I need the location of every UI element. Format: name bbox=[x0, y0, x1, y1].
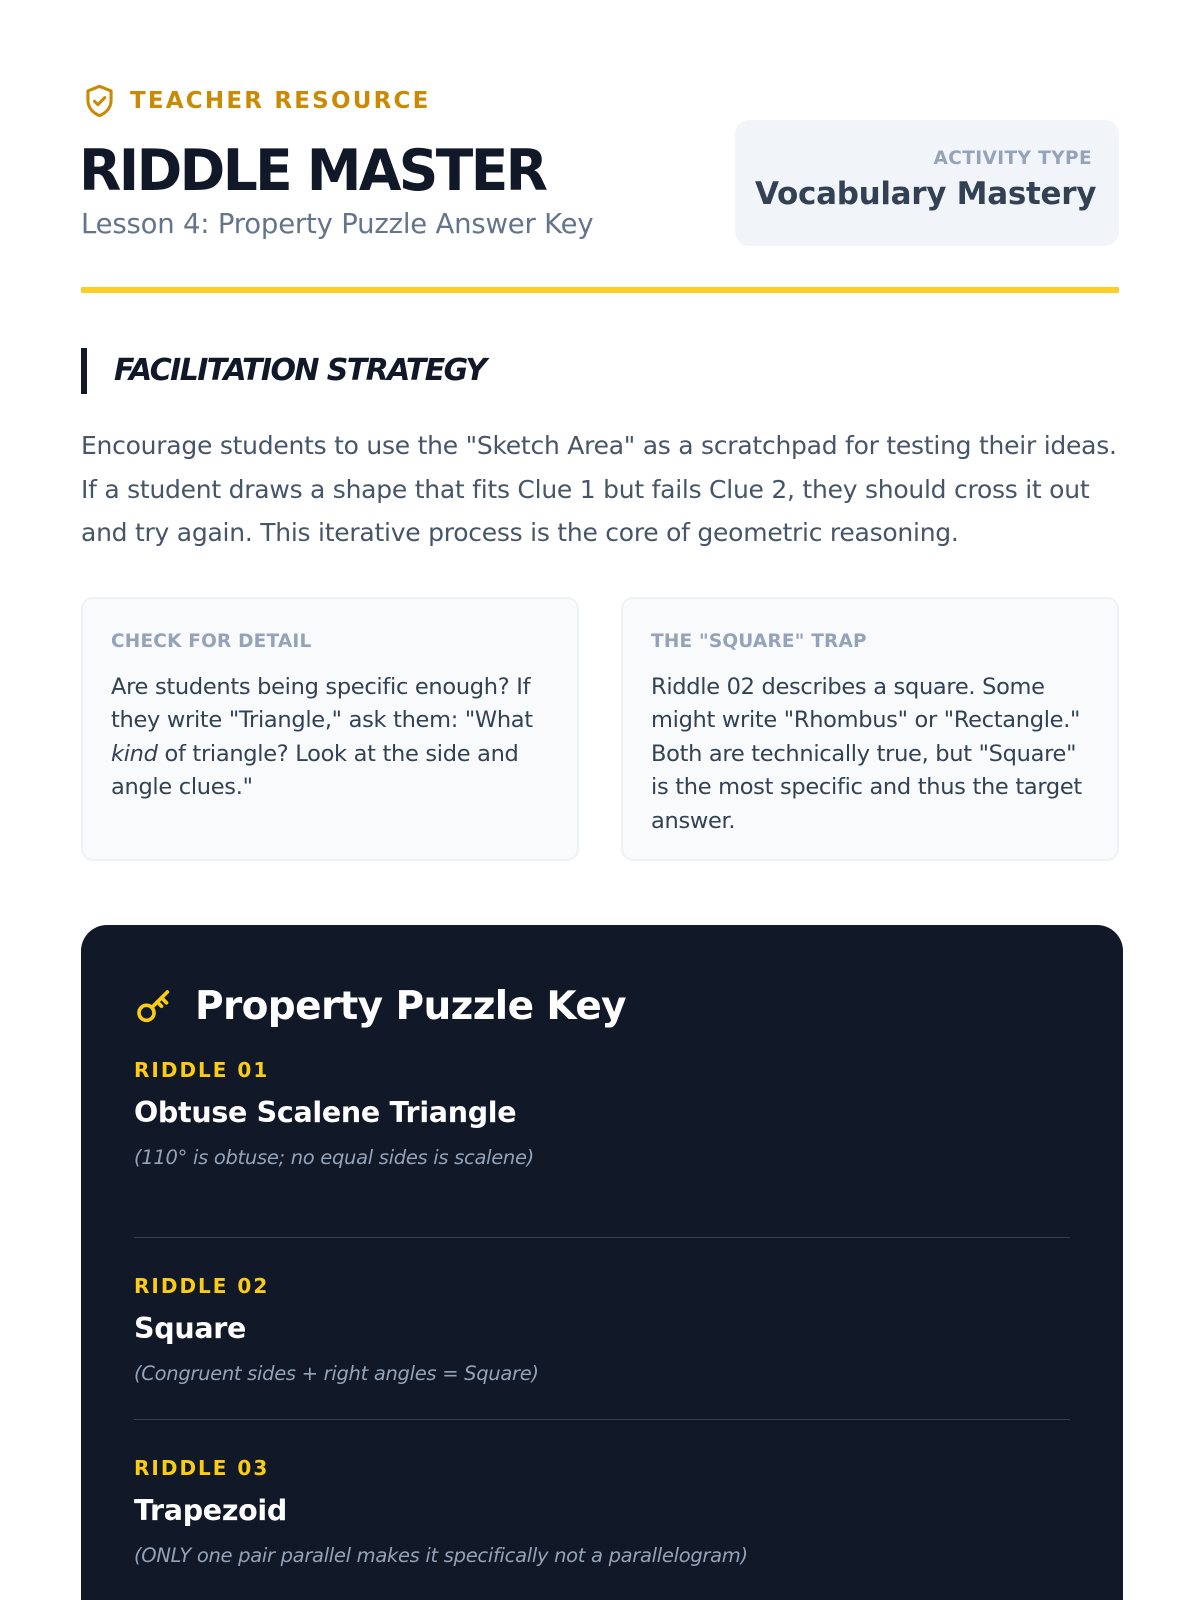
answer-key-title: Property Puzzle Key bbox=[195, 984, 627, 1029]
riddle-item bbox=[134, 1056, 1070, 1238]
section-title: FACILITATION STRATEGY bbox=[114, 353, 486, 388]
riddle-item bbox=[134, 1420, 1070, 1600]
activity-type-value: Vocabulary Mastery bbox=[755, 176, 1097, 212]
section-heading bbox=[81, 348, 1119, 394]
riddle-item bbox=[134, 1238, 1070, 1420]
tip-body: Riddle 02 describes a square. Some might write "Rhombus" or "Rectangle." Both are technically true, but "Square" is the most specific and thus the target answer. bbox=[651, 673, 1082, 834]
tip-body-text: Are students being specific enough? If they write "Triangle," ask them: "What bbox=[111, 673, 533, 733]
page-header bbox=[81, 0, 1119, 296]
tip-label: THE "SQUARE" TRAP bbox=[651, 630, 867, 652]
riddle-content bbox=[134, 1056, 1070, 1238]
eyebrow-label: TEACHER RESOURCE bbox=[130, 88, 431, 114]
riddle-answer: Square bbox=[134, 1312, 247, 1345]
riddle-label: RIDDLE 01 bbox=[134, 1058, 270, 1082]
key-icon bbox=[134, 987, 174, 1027]
tip-card-check-for-detail bbox=[81, 597, 579, 861]
riddle-note: (110° is obtuse; no equal sides is scalene) bbox=[134, 1146, 534, 1169]
tip-body bbox=[111, 671, 549, 805]
riddle-label: RIDDLE 02 bbox=[134, 1274, 270, 1298]
teacher-resource-eyebrow bbox=[81, 82, 430, 120]
tips-row bbox=[81, 597, 1119, 861]
riddle-content bbox=[134, 1420, 1070, 1600]
tip-body-emphasis: kind bbox=[111, 740, 158, 767]
section-accent-bar bbox=[81, 348, 87, 394]
activity-type-box bbox=[735, 120, 1119, 246]
shield-check-icon bbox=[81, 82, 118, 120]
answer-key-panel bbox=[81, 925, 1123, 1600]
page-subtitle: Lesson 4: Property Puzzle Answer Key bbox=[81, 208, 594, 240]
header-divider bbox=[81, 287, 1119, 293]
riddle-label: RIDDLE 03 bbox=[134, 1456, 270, 1480]
riddle-note: (ONLY one pair parallel makes it specifically not a parallelogram) bbox=[134, 1544, 748, 1567]
tip-label: CHECK FOR DETAIL bbox=[111, 630, 312, 652]
activity-type-label: ACTIVITY TYPE bbox=[933, 148, 1092, 169]
strategy-body: Encourage students to use the "Sketch Area" as a scratchpad for testing their ideas. If a student draws a shape that fits Clue 1 but fails Clue 2, they should cross it out and try again. This iterative process is the core of geometric reasoning. bbox=[81, 431, 1117, 547]
riddle-note: (Congruent sides + right angles = Square) bbox=[134, 1362, 539, 1385]
facilitation-strategy-section bbox=[81, 348, 1119, 861]
riddle-content bbox=[134, 1238, 1070, 1420]
page-title: RIDDLE MASTER bbox=[79, 137, 546, 204]
answer-key-heading bbox=[134, 979, 1070, 1035]
riddle-answer: Trapezoid bbox=[134, 1494, 287, 1527]
riddle-list bbox=[134, 1056, 1070, 1600]
tip-body-text: of triangle? Look at the side and angle clues." bbox=[111, 740, 519, 800]
tip-card-square-trap bbox=[621, 597, 1119, 861]
riddle-answer: Obtuse Scalene Triangle bbox=[134, 1096, 517, 1129]
